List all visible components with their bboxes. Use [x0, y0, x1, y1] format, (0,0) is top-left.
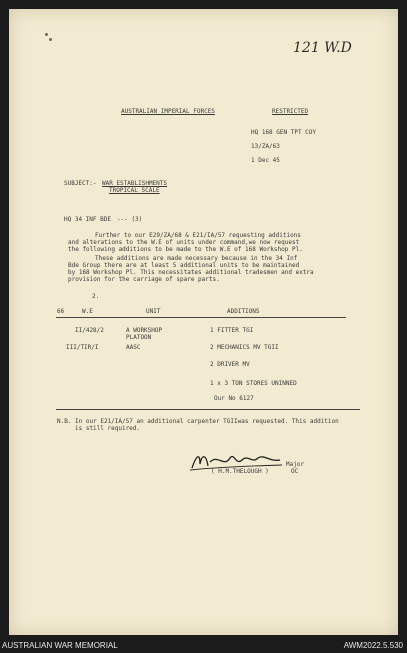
note-line: N.B. In our E21/IA/57 an additional carpenter TGIIwas requested. This addition — [57, 418, 339, 425]
subject-line-2: TROPICAL SCALE — [109, 187, 160, 194]
addressee: HQ 34 INF BDE — [64, 216, 111, 223]
headquarters-line: HQ 168 GEN TPT COY — [251, 129, 317, 136]
signatory-name: ( H.M.THELOUGH ) — [211, 468, 269, 475]
table-cell-addition: Our No 6127 — [214, 395, 254, 402]
signatory-role: OC — [291, 468, 299, 475]
table-footer-rule — [56, 409, 360, 410]
footer-bar — [0, 639, 407, 653]
paragraph-1-line: Further to our E29/ZA/68 & E21/IA/57 requesting additions — [95, 232, 301, 239]
table-cell-unit: A WORKSHOP — [126, 327, 163, 334]
table-cell-addition: 2 MECHANICS MV TGII — [210, 344, 279, 351]
subject-label: SUBJECT:- — [64, 180, 97, 187]
table-cell-addition: 1 FITTER TGI — [210, 327, 254, 334]
table-header-additions: ADDITIONS — [227, 308, 260, 315]
punch-hole — [49, 38, 52, 41]
table-header-number: 66 — [57, 308, 65, 315]
table-header-we: W.E — [82, 308, 93, 315]
table-cell-unit: PLATOON — [126, 334, 152, 341]
table-cell-addition: 1 x 3 TON STORES UNINNED — [210, 380, 297, 387]
paragraph-2-line: These additions are made necessary because in the 34 Inf — [95, 255, 298, 262]
punch-hole — [45, 33, 48, 36]
subject-line-1: WAR ESTABLISHMENTS — [102, 180, 168, 187]
copy-reference: --- (3) — [117, 216, 143, 223]
table-cell-unit: AASC — [126, 344, 141, 351]
paragraph-2-line: Bde Group there are at least 5 additional units to be maintained — [68, 262, 300, 269]
paragraph-number: 2. — [92, 293, 100, 300]
note-line: is still required. — [75, 425, 141, 432]
signatory-title: Major — [286, 461, 305, 468]
paragraph-2-line: by 168 Workshop Pl. This necessitates additional tradesmen and extra — [68, 269, 314, 276]
classification-marking: RESTRICTED — [272, 108, 309, 115]
table-cell-we: III/TIR/I — [66, 344, 99, 351]
table-header-rule — [56, 317, 346, 318]
handwritten-reference: 121 W.D — [293, 40, 352, 56]
table-cell-we: II/428/2 — [75, 327, 104, 334]
paragraph-1-line: the following additions to be made to the W.E of 168 Workshop Pl. — [68, 246, 303, 253]
paragraph-2-line: provision for the carriage of spare parts. — [68, 276, 220, 283]
table-cell-addition: 2 DRIVER MV — [210, 361, 250, 368]
table-header-unit: UNIT — [146, 308, 161, 315]
paragraph-1-line: and alterations to the W.E of units under command,we now request — [68, 239, 300, 246]
reference-number: 13/ZA/63 — [251, 143, 280, 150]
header-title: AUSTRALIAN IMPERIAL FORCES — [121, 108, 215, 115]
institution-name: AUSTRALIAN WAR MEMORIAL — [2, 641, 118, 650]
document-date: 1 Dec 45 — [251, 157, 280, 164]
document-page — [9, 9, 398, 635]
accession-number: AWM2022.5.530 — [343, 641, 403, 650]
